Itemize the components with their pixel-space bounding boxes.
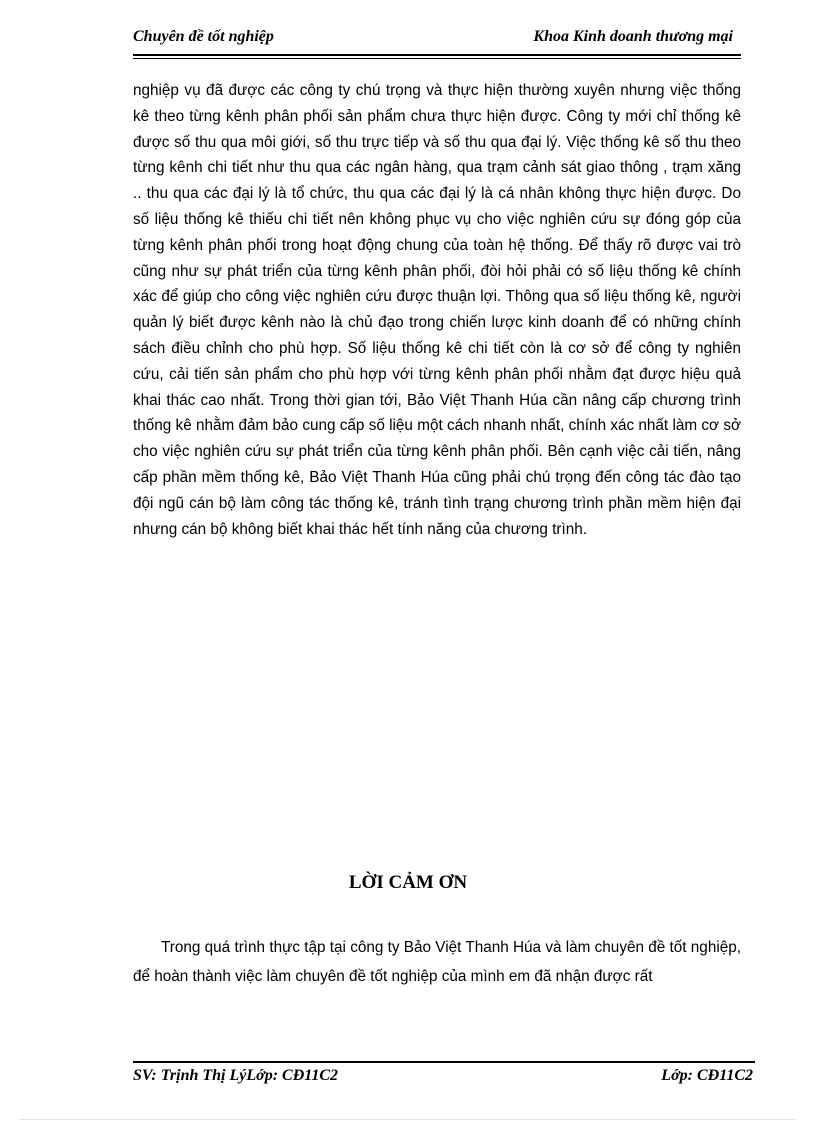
body-paragraph: nghiệp vụ đã được các công ty chú trọng và thực hiện thường xuyên nhưng việc thống kê theo từng kênh phân phối sản phẩm chưa thực hiện được. Công ty mới chỉ thống kê được số thu qua môi giới, số thu trực tiếp và số thu qua đại lý. Việc thống kê số thu theo từng kênh chi tiết như thu qua các ngân hàng, qua trạm cảnh sát giao thông , trạm xăng .. thu qua các đại lý là tổ chức, thu qua các đại lý là cá nhân không thực hiện được. Do số liệu thống kê thiếu chi tiết nên không phục vụ cho việc nghiên cứu sự đóng góp của từng kênh phân phối trong hoạt động chung của toàn hệ thống. Để thấy rõ được vai trò cũng như sự phát triển của từng kênh phân phối, đòi hỏi phải có số liệu thống kê chính xác để giúp cho công việc nghiên cứu được thuận lợi. Thông qua số liệu thống kê, người quản lý biết được kênh nào là chủ đạo trong chiến lược kinh doanh để có những chính sách điều chỉnh cho phù hợp. Số liệu thống kê chi tiết còn là cơ sở để công ty nghiên cứu, cải tiến sản phẩm cho phù hợp với từng kênh phân phối nhằm đạt được hiệu quả khai thác cao nhất. Trong thời gian tới, Bảo Việt Thanh Húa cần nâng cấp chương trình thống kê nhằm đảm bảo cung cấp số liệu một cách nhanh nhất, chính xác nhất làm cơ sở cho việc nghiên cứu sự phát triển của từng kênh phân phối. Bên cạnh việc cải tiến, nâng cấp phần mềm thống kê, Bảo Việt Thanh Húa cũng phải chú trọng đến công tác đào tạo đội ngũ cán bộ làm công tác thống kê, tránh tình trạng chương trình phần mềm hiện đại nhưng cán bộ không biết khai thác hết tính năng của chương trình. xyxy=(133,82,741,538)
page-header xyxy=(133,28,737,50)
footer-rule xyxy=(133,1061,755,1063)
page-footer xyxy=(133,1067,755,1089)
header-rule-thick xyxy=(133,54,741,56)
footer-student: SV: Trịnh Thị LýLớp: CĐ11C2 xyxy=(133,1067,339,1084)
header-document-type: Chuyên đề tốt nghiệp xyxy=(133,28,274,45)
acknowledgement-paragraph: Trong quá trình thực tập tại công ty Bảo Việt Thanh Húa và làm chuyên đề tốt nghiệp, để hoàn thành việc làm chuyên đề tốt nghiệp của mình em đã nhận được rất xyxy=(133,939,741,985)
section-heading: LỜI CẢM ƠN xyxy=(348,872,468,893)
footer-class: Lớp: CĐ11C2 xyxy=(661,1067,753,1084)
header-faculty: Khoa Kinh doanh thương mại xyxy=(533,28,733,45)
header-rule-thin xyxy=(133,58,741,59)
page-bottom-dotted-line xyxy=(20,1119,796,1120)
